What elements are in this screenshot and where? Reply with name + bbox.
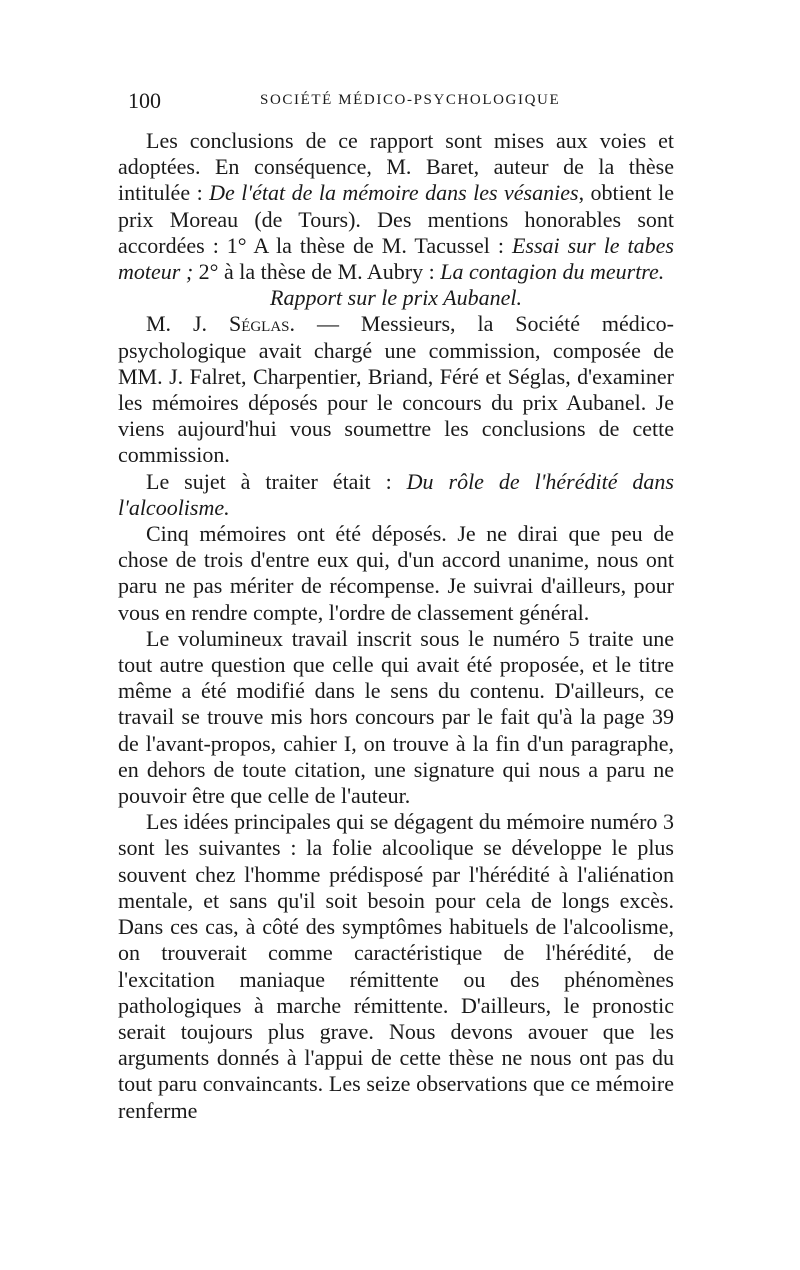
text-run: Les conclusions de ce rapport sont mises aux voies et adoptées. En conséquence, M. Baret, auteur de la thèse intitulée : [118, 128, 674, 206]
text-run: 2° à la thèse de M. Aubry : [193, 259, 441, 285]
text-run: Le sujet à traiter était : [146, 468, 407, 494]
paragraph-five-memoirs: Cinq mémoires ont été déposés. Je ne dirai que peu de chose de trois d'entre eux qui, d'un accord unanime, nous ont paru ne pas mériter de récompense. Je suivrai d'ailleurs, pour vous en rendre compte, l'ordre de classement général. [118, 521, 674, 625]
text-run: . — Messieurs, la Société médico-psychologique avait chargé une commission, composée de MM. J. Falret, Charpentier, Briand, Féré et Séglas, d'examiner les mémoires déposés pour le concours du prix Aubanel. Je viens aujourd'hui vous soumettre les conclusions de cette commission. [118, 311, 674, 468]
page-header [128, 88, 672, 122]
subject-title: Du rôle de l'hérédité dans l'alcoolisme. [118, 468, 674, 520]
thesis-title-aubry: La contagion du meurtre. [440, 259, 665, 285]
paragraph-memoir-3: Les idées principales qui se dégagent du mémoire numéro 3 sont les suivantes : la folie alcoolique se développe le plus souvent chez l'homme prédisposé par l'hérédité à l'aliénation mentale, et sans qu'il soit besoin pour cela de longs excès. Dans ces cas, à côté des symptômes habituels de l'alcoolisme, on trouverait comme caractéristique de l'hérédité, de l'excitation maniaque rémittente ou des phénomènes pathologiques à marche rémittente. D'ailleurs, le pronostic serait toujours plus grave. Nous devons avouer que les arguments donnés à l'appui de cette thèse ne nous ont pas du tout paru convaincants. Les seize observations que ce mémoire renferme [118, 809, 674, 1123]
page-number: 100 [128, 88, 161, 113]
running-head: SOCIÉTÉ MÉDICO-PSYCHOLOGIQUE [260, 92, 561, 108]
paragraph-seglas-intro [118, 311, 674, 468]
speaker-name: Séglas [228, 311, 290, 337]
thesis-title-tacussel: Essai sur le tabes moteur ; [118, 232, 674, 285]
text-run: M. J. [146, 311, 229, 337]
paragraph-conclusions [118, 128, 674, 285]
text-run: , obtient le prix Moreau (de Tours). Des mentions honorables sont accordées : 1° A la thèse de M. Tacussel : [118, 180, 675, 258]
paragraph-subject [118, 469, 674, 521]
page-body [118, 128, 674, 1124]
paragraph-memoir-5: Le volumineux travail inscrit sous le numéro 5 traite une tout autre question que celle qui avait été proposée, et le titre même a été modifié dans le sens du contenu. D'ailleurs, ce travail se trouve mis hors concours par le fait qu'à la page 39 de l'avant-propos, cahier I, on trouve à la fin d'un paragraphe, en dehors de toute citation, une signature qui nous a paru ne pouvoir être que celle de l'auteur. [118, 625, 674, 809]
thesis-title-baret: De l'état de la mémoire dans les vésanies [209, 180, 579, 206]
section-title: Rapport sur le prix Aubanel. [270, 285, 522, 311]
